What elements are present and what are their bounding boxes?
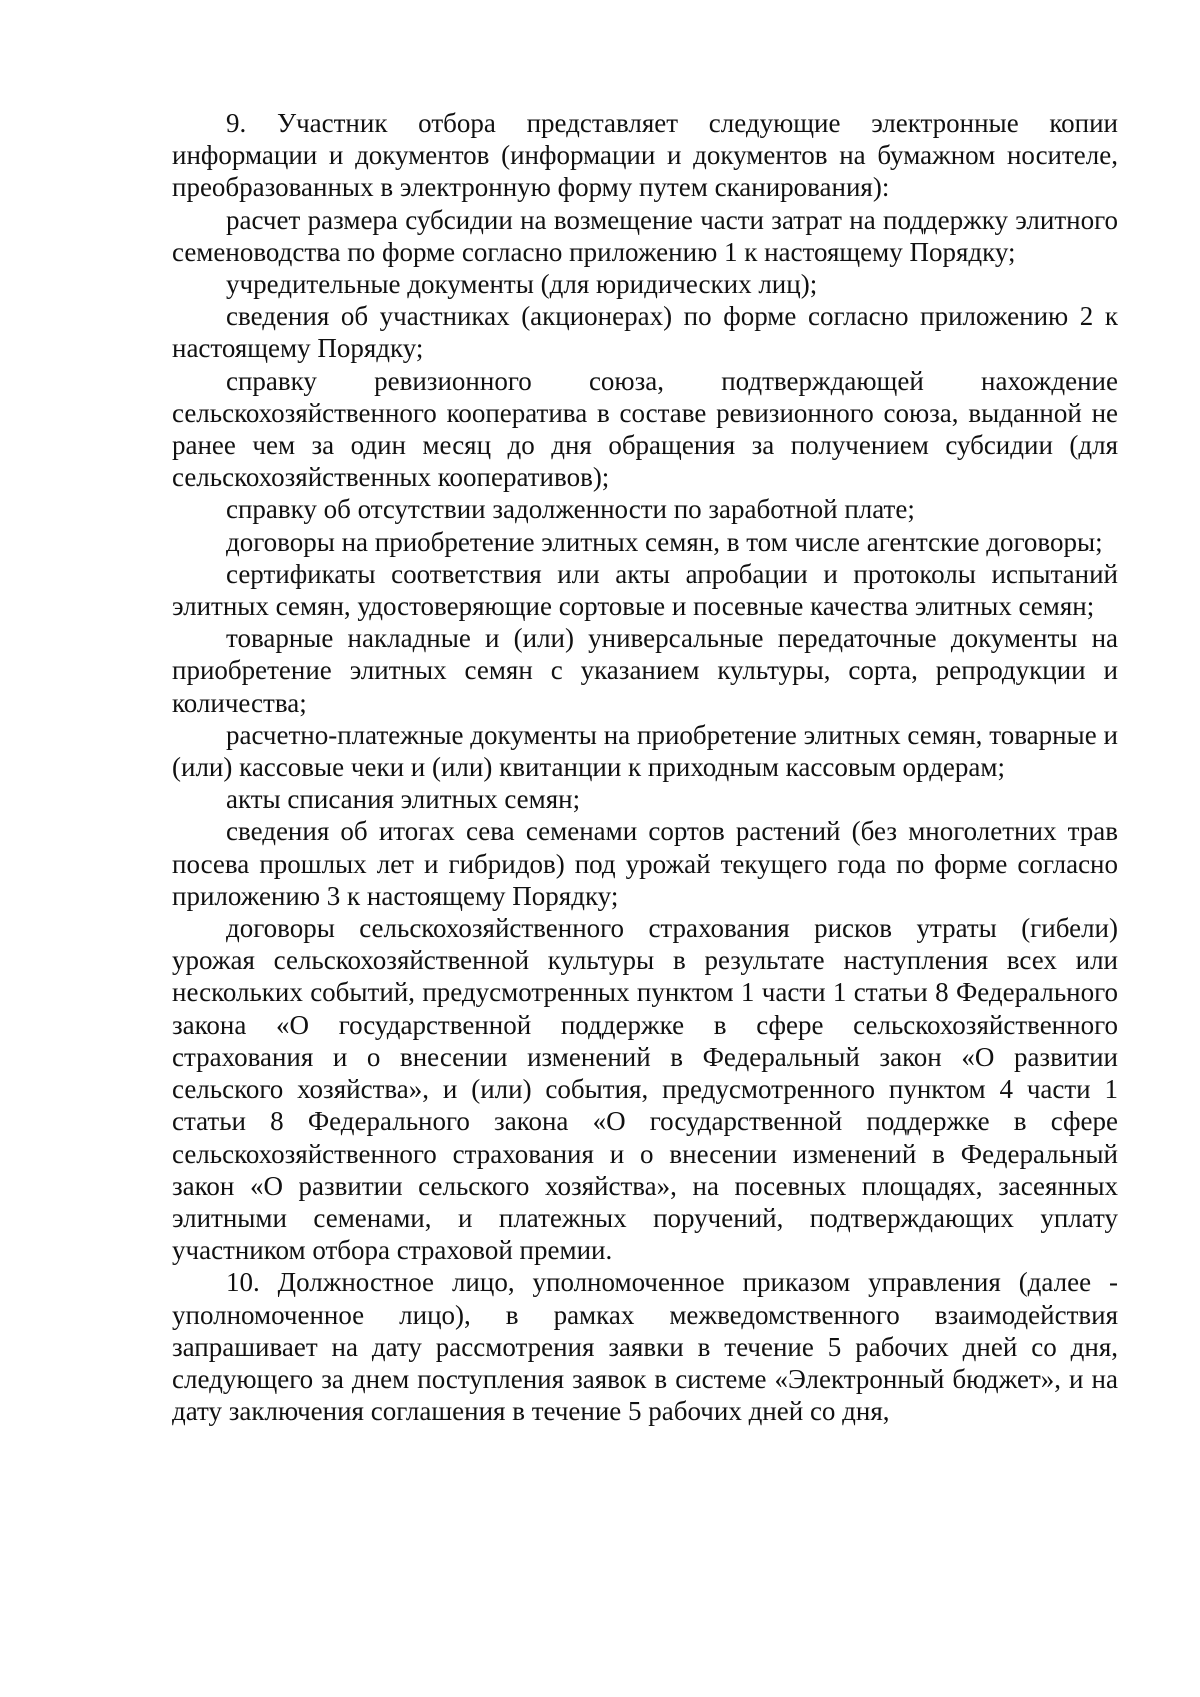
list-item-participants-info: сведения об участниках (акционерах) по форме согласно приложению 2 к настоящему Порядку; <box>172 301 1118 364</box>
list-item-audit-union-certificate: справку ревизионного союза, подтверждающей нахождение сельскохозяйственного кооператива в составе ревизионного союза, выданной не ранее чем за один месяц до дня обращения за получением субсидии (для сельскохозяйственных кооперативов); <box>172 365 1118 493</box>
list-item-seed-purchase-contracts: договоры на приобретение элитных семян, в том числе агентские договоры; <box>226 526 1103 557</box>
list-item-no-wage-debt-certificate: справку об отсутствии задолженности по заработной плате; <box>226 494 915 525</box>
document-page <box>172 107 1118 1427</box>
paragraph-item-9: 9. Участник отбора представляет следующие электронные копии информации и документов (информации и документов на бумажном носителе, преобразованных в электронную форму путем сканирования): <box>172 108 1118 203</box>
list-item-subsidy-calculation: расчет размера субсидии на возмещение части затрат на поддержку элитного семеноводства по форме согласно приложению 1 к настоящему Порядку; <box>172 204 1118 267</box>
list-item-sowing-results: сведения об итогах сева семенами сортов растений (без многолетних трав посева прошлых лет и гибридов) под урожай текущего года по форме согласно приложению 3 к настоящему Порядку; <box>172 816 1118 911</box>
list-item-insurance-contracts: договоры сельскохозяйственного страхования рисков утраты (гибели) урожая сельскохозяйственной культуры в результате наступления всех или нескольких событий, предусмотренных пунктом 1 части 1 статьи 8 Федерального закона «О государственной поддержке в сфере сельскохозяйственного страхования и о внесении изменений в Федеральный закон «О развитии сельского хозяйства», и (или) события, предусмотренного пунктом 4 части 1 статьи 8 Федерального закона «О государственной поддержке в сфере сельскохозяйственного страхования и о внесении изменений в Федеральный закон «О развитии сельского хозяйства», на посевных площадях, засеянных элитными семенами, и платежных поручений, подтверждающих уплату участником отбора страховой премии. <box>172 913 1118 1266</box>
paragraph-item-10: 10. Должностное лицо, уполномоченное приказом управления (далее - уполномоченное лицо), в рамках межведомственного взаимодействия запрашивает на дату рассмотрения заявки в течение 5 рабочих дней со дня, следующего за днем поступления заявок в системе «Электронный бюджет», и на дату заключения соглашения в течение 5 рабочих дней со дня, <box>172 1267 1118 1427</box>
list-item-founding-documents: учредительные документы (для юридических лиц); <box>226 269 818 300</box>
list-item-waybills: товарные накладные и (или) универсальные передаточные документы на приобретение элитных семян с указанием культуры, сорта, репродукции и количества; <box>172 623 1118 718</box>
list-item-payment-documents: расчетно-платежные документы на приобретение элитных семян, товарные и (или) кассовые чеки и (или) квитанции к приходным кассовым ордерам; <box>172 719 1118 783</box>
list-item-certificates: сертификаты соответствия или акты апробации и протоколы испытаний элитных семян, удостоверяющие сортовые и посевные качества элитных семян; <box>172 558 1118 622</box>
list-item-write-off-acts: акты списания элитных семян; <box>226 784 581 815</box>
